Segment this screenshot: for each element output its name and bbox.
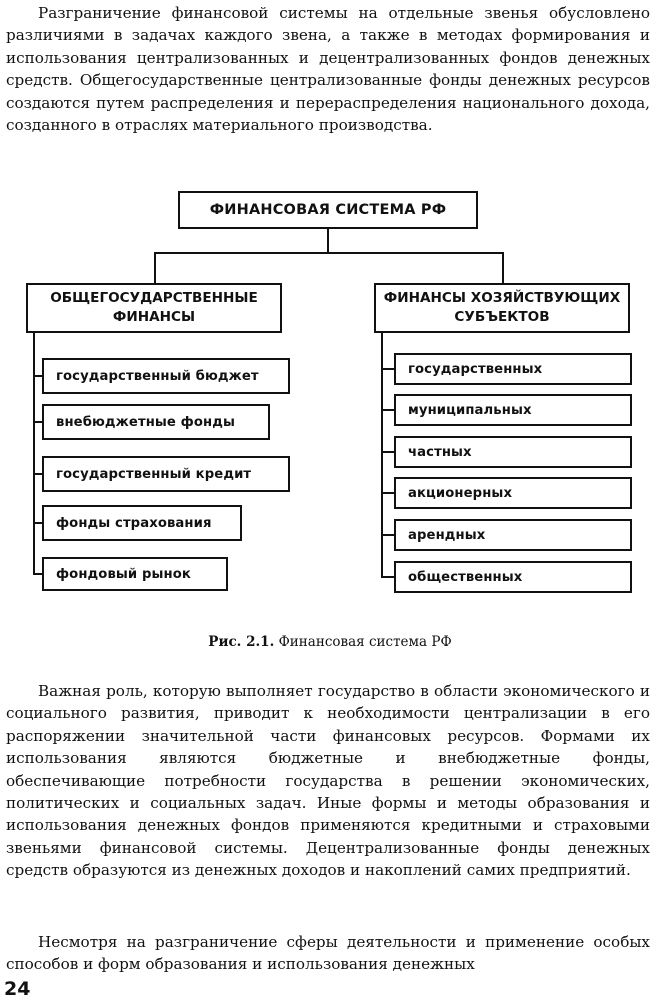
figure-caption-label: Рис. 2.1. — [208, 634, 275, 650]
right-branch-title: ФИНАНСЫ ХОЗЯЙСТВУЮЩИХ СУБЪЕКТОВ — [383, 290, 621, 325]
paragraph-continued: Несмотря на разграничение сферы деятельности и применение особых способов и форм образования и использования денежных — [6, 933, 650, 974]
left-branch-box — [26, 283, 282, 333]
page-number: 24 — [4, 978, 31, 1000]
right-item: частных — [394, 436, 632, 468]
right-item: общественных — [394, 561, 632, 593]
connector — [502, 252, 504, 284]
connector — [381, 576, 395, 578]
figure-caption — [0, 634, 660, 650]
connector — [154, 252, 504, 254]
figure-caption-text: Финансовая система РФ — [278, 634, 452, 650]
connector — [381, 451, 395, 453]
left-item: государственный кредит — [42, 456, 290, 492]
paragraph-body: Важная роль, которую выполняет государство в области экономического и социального развития, приводит к необходимости централизации в его распоряжении значительной части финансовых ресурсов. Формами их использования являются бюджетные и внебюджетные фонды, обеспечивающие потребности государства в решении экономических, политических и социальных задач. Иные формы и методы образования и использования денежных фондов применяются кредитными и страховыми звеньями финансовой системы. Децентрализованные фонды денежных средств образуются из денежных доходов и накоплений самих предприятий. — [6, 682, 650, 880]
right-item: государственных — [394, 353, 632, 385]
connector — [381, 534, 395, 536]
connector — [381, 409, 395, 411]
right-branch-box — [374, 283, 630, 333]
left-branch-title: ОБЩЕГОСУДАРСТВЕННЫЕ ФИНАНСЫ — [50, 290, 258, 325]
left-item: фонды страхования — [42, 505, 242, 541]
left-item: внебюджетные фонды — [42, 404, 270, 440]
right-item: муниципальных — [394, 394, 632, 426]
connector — [381, 368, 395, 370]
connector — [381, 492, 395, 494]
paragraph-intro: Разграничение финансовой системы на отдельные звенья обусловлено различиями в задачах каждого звена, а также в методах формирования и использования централизованных и децентрализованных фондов денежных средств. Общегосударственные централизованные фонды денежных ресурсов создаются путем распределения и перераспределения национального дохода, созданного в отраслях материального производства. — [6, 4, 650, 135]
left-item: фондовый рынок — [42, 557, 228, 591]
connector — [33, 333, 35, 574]
right-item: арендных — [394, 519, 632, 551]
left-item: государственный бюджет — [42, 358, 290, 394]
connector — [327, 229, 329, 253]
right-item: акционерных — [394, 477, 632, 509]
diagram-root-box: ФИНАНСОВАЯ СИСТЕМА РФ — [178, 191, 478, 229]
connector — [154, 252, 156, 284]
